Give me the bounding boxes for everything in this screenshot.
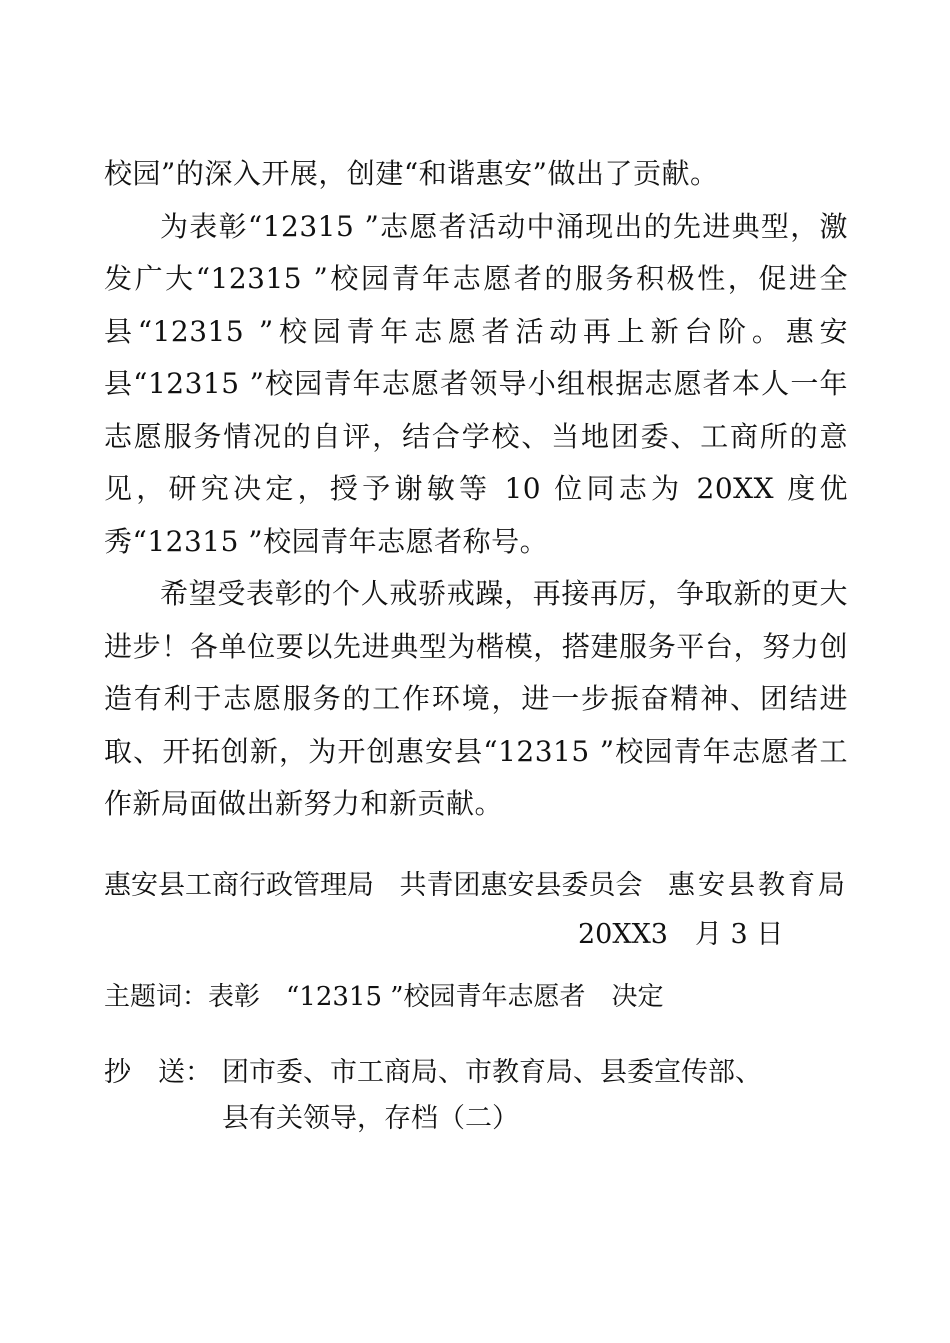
document-body: [104, 148, 848, 831]
paragraph-commendation: 为表彰“12315 ”志愿者活动中涌现出的先进典型，激发广大“12315 ”校园青年志愿者的服务积极性，促进全县“12315 ”校园青年志愿者活动再上新台阶。惠安县“12315 ”校园青年志愿者领导小组根据志愿者本人一年志愿服务情况的自评，结合学校、当地团委、工商所的意见，研究决定，授予谢敏等 10 位同志为 20XX 度优秀“12315 ”校园青年志愿者称号。: [104, 209, 848, 558]
paragraph-continuation: 校园”的深入开展，创建“和谐惠安”做出了贡献。: [104, 157, 719, 190]
cc-recipients: [222, 1050, 848, 1142]
cc-recipients-line-2: 县有关领导，存档（二）: [222, 1103, 519, 1134]
cc-label: 抄 送：: [104, 1057, 212, 1088]
signature-youth-league-committee: 共青团惠安县委员会: [399, 870, 643, 901]
paragraph-expectation: 希望受表彰的个人戒骄戒躁，再接再厉，争取新的更大进步！各单位要以先进典型为楷模，搭建服务平台，努力创造有利于志愿服务的工作环境，进一步振奋精神、团结进取、开拓创新，为开创惠安县“12315 ”校园青年志愿者工作新局面做出新努力和新贡献。: [104, 577, 848, 820]
subject-keywords: 主题词：表彰 “12315 ”校园青年志愿者 决定: [104, 982, 664, 1012]
cc-recipients-line-1: 团市委、市工商局、市教育局、县委宣传部、: [222, 1057, 762, 1088]
signature-block: [104, 866, 848, 906]
signature-education-bureau: 惠安县教育局: [668, 870, 848, 901]
signature-industry-commerce-bureau: 惠安县工商行政管理局: [104, 870, 374, 901]
document-date: 20XX3 月 3 日: [578, 919, 784, 950]
cc-block: [104, 1050, 848, 1142]
